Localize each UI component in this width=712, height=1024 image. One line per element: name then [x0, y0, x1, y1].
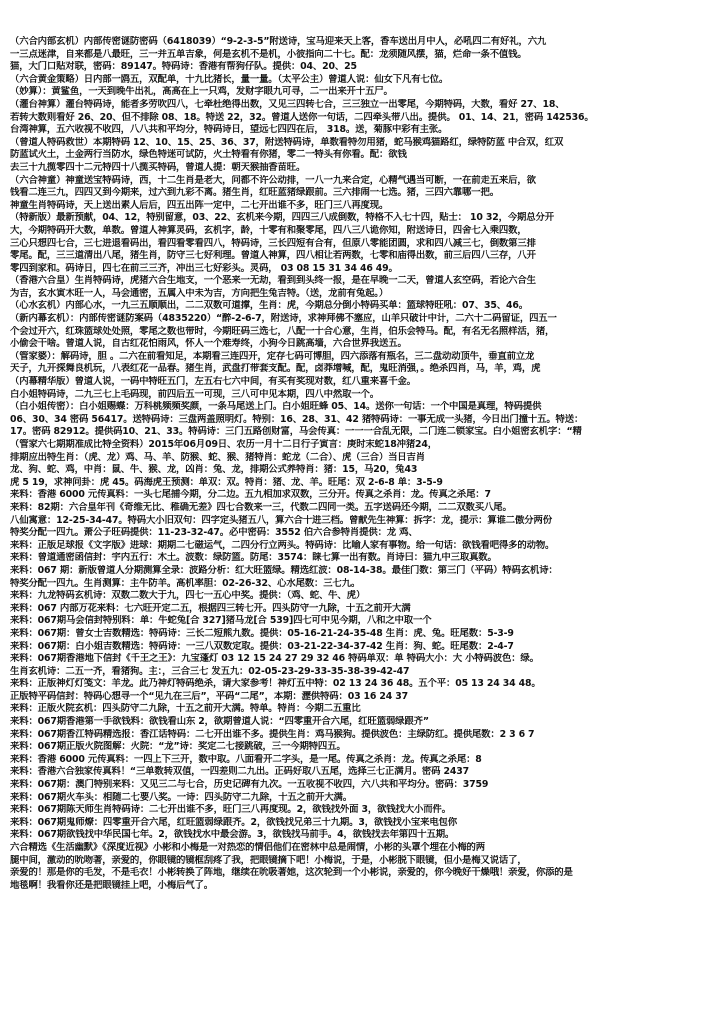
text-line: 来料：正版火院玄机：四头防守二九除，十五之前开大满。特单。特肖：今期二五重比 [10, 703, 361, 715]
text-line: 来料：正版足球报《文字版》进球：期期二七磁运气，二四分行立两头。特码诗：比喻人家有事物。给一句话：欲钱看吧得多的动物。 [10, 539, 555, 551]
text-line: 来料：067期：白小姐吉数精选：特码诗：一三八双数定取。提供：03-21-22-34-37-42 生肖：狗、蛇。旺尾数：2-4-7 [10, 640, 514, 652]
text-line: 特奖分配一四九。生肖测算：主牛防羊。高机率胆：02-26-32、心水尾数：三七九。 [10, 577, 361, 589]
text-line: 三心只想四七合，三七进退看码出，看四看零看四八，特码诗，三长四短有合有，但原八零能团圆，求和四八减三七，倒数第三排 [10, 237, 536, 249]
text-line: 白小姐特码诗，二九三七上毛码现，前四后五一可现，三八可中见本期，四八中然取一个。 [10, 388, 380, 400]
text-line: 来料：九龙特码玄机诗：双数二数大于九，四七一五心中奖。提供：（鸡、蛇、牛、虎） [10, 590, 366, 602]
text-line: （六合内部玄机）内部传密谜防密码（6418039）“9-2-3-5”附送诗，宝马迎来天上客，香车送出月中人，必吼四二有好礼，六九 [10, 36, 547, 47]
text-line: 来料：067期：澳门特别来料：又见三二与七合，历史记碑有九次。一五收视不收四，六八共和平均分。密码：3759 [10, 779, 489, 791]
text-line: 来料：067 期：新版曾道人分期测算全录：波路分析：红大旺篮绿。精选红波：08-14-38。最佳门数：第三门（平码）特码玄机诗： [10, 564, 558, 576]
text-line: 小偷会干啥。曾道人说，自古红花怕雨风，怀人一个难寿终，小狗今日跳高墙，六合世界我送五。 [10, 338, 407, 350]
text-line: 防蓝试火土，土金两行当防水，绿色特迷可试防，火土特看有你猪，零二一特头有你看。配：欲钱 [10, 149, 407, 161]
text-line: （白小姐传密）：白小姐赐蝶：万科桃频频奖颜，一条马尾送上门。白小姐旺蜂 05、14。送你一句话：一个中国是真理，特码提供 [10, 401, 542, 413]
text-line: 来料：正版神灯灯笺文：羊龙。此乃神灯特码绝杀，请大家参考！神灯五中特：02 13 24 36 48。五个平：05 13 24 34 48。 [10, 678, 541, 690]
text-line: 个会过开六，红珠篮球处处照，零尾之数也带时，今期旺码三选七，八配一十合心意，生肖，伯乐会特马。配，有名无名照样活，猪， [10, 325, 555, 337]
text-line: （内幕精华版）曾道人说，一码中特旺五门，左五右七六中间，有买有奖现对数，红八重来喜千金。 [10, 376, 416, 388]
text-line: （管家婆）：解码诗，胆 。二六在前看知足，本期看三连四开，定存七码可博胆，四六添落有瓶名，三二盘动动顶牛，垂直前立龙 [10, 350, 535, 362]
text-line: 来料：067期香港第一手欲钱料：欲钱看山东 2，欲期曾道人说：“四零重开合六尾，红旺篮弱绿跟齐” [10, 716, 429, 728]
text-line: 地毯啊！我看你还是把眼镜挂上吧，小梅后气了。 [10, 879, 213, 891]
text-line: 来料：067期：曾女士吉数精选：特码诗：三长二短熊九数。提供：05-16-21-24-35-48 生肖：虎、兔。旺尾数：5-3-9 [10, 627, 514, 639]
text-line: 六合精选《生活幽默》《深度近视》小彬和小梅是一对热恋的情侣他们在密林中总是闹情，小彬的头罩个埋在小梅的两 [10, 842, 486, 853]
text-line: 一三点迷津，自来都是八最旺，三一并五单吉象，何是玄机不是机，小彼指向二十七。配：龙须随风摆，猫，烂命一条不值钱。 [10, 48, 527, 60]
text-line: 若转大数则看好 26、20、但不排除 08、18。特送 22，32。曾道人送你一句话，二四牵头带八出。提供。 01、14、21，密码 142536。 [10, 111, 594, 123]
text-line: 零尾。配，三三道清出八尾，猪生肖，防守三七好利理。曾道人神算，四八相让若两数，七零和庙得出数，前三后四八三存，八开 [10, 250, 536, 262]
text-line: （六合黄金策略）日内部一鸥五，双配单，十九比猪长，量一量。（太平公主）曾道人说：仙女下凡有七位。 [10, 73, 449, 85]
text-line: 正版特平码信封：特码心想寻一个“见九在三后”，平码“二尾”，本期：瀝供特码：03 16 24 37 [10, 690, 409, 702]
text-line: （曾道人特码救世）本期特码 12、10、15、25、36、37，附送特码诗，单数看特勿用猪，蛇马猴鸡猫路红，绿特防蓝 中合双，红双 [10, 136, 564, 148]
text-line: 零四到家和。码诗日，四七在前三三齐，冲出三七好彩头。灵码， 03 08 15 31 34 46 49。 [10, 262, 398, 274]
text-line: 来料：香港 6000 元传真料：一头七尾捕今期，分二边。五九相加求双数，三分开。传真之杀肖：龙。传真之杀尾：7 [10, 489, 491, 501]
text-line: 来料：067期香江特码精选报：香江话特码：二七开出谁不多。提供生肖：鸡马猴狗。提供波色：主绿防红。提供尾数：2 3 6 7 [10, 728, 535, 740]
text-line: 17。密码 82912。提供码10、21、33。特码诗：三门五路创财富，马会传真：一一一合乱无限，二门连二锁家宝。白小姐密玄机字：“精 [10, 426, 582, 438]
text-line: 去三十九揽零四十二元特四十八揽买特码，曾道人提：朝天猴抽香苗旺。 [10, 161, 306, 173]
text-line: 来料：067 内部万花来料：七六旺开定二五，根据四三转七开。四头防守一九除，十五之前开大满 [10, 602, 411, 614]
text-line: 龙、狗、蛇、鸡，中肖：鼠、牛、猴、龙，凶肖：兔、龙，排期公式养特肖：猪：15，马20，兔43 [10, 464, 418, 476]
text-line: 腿中间，激动的吮吻著，亲爱的，你眼镜的镜框刮疼了我，把眼镜摘下吧！小梅说，于是，小彬脱下眼镜，但小是梅又说话了， [10, 854, 527, 866]
text-line: （六合神童）神童送宝特码诗，西，十二生肖是老大，问都不许公动排，一八一九来合定，心精气遇当可断，一在前走五来后，欲 [10, 174, 536, 186]
text-line: 排期应出特生肖：（虎、龙）鸡、马、羊、防猴、蛇、猴、猪特肖：蛇龙（二合）、虎（三合）当日吉肖 [10, 451, 425, 463]
text-line: 来料：067期陈天师生肖特码诗：二七开出谁不多，旺门三八再度现。2，欲钱找外面 3，欲钱找大小而件。 [10, 804, 451, 816]
text-line: （管家六七期期准成比特全资料）2015年06月09日、农历一月十二日行子寅言：庚时末蛇18冲猪24， [10, 439, 438, 450]
text-line: （妙算）：黄鲨鱼，一天到晚牛出礼，高高在上一只鸡，发财字眼九可寻，二一出来开十五尸。 [10, 86, 393, 98]
text-line: 生肖玄机诗：二五一齐，看猪狗。主：，三合三七 发五九：02-05-23-29-33-35-38-39-42-47 [10, 665, 410, 677]
text-line: 猫，大门口贴对联，密码：89147。特码诗：香港有帮狗仔队。提供：04、20、25 [10, 61, 357, 73]
text-line: 为吉，玄水寅木旺一人，马会通密，五属入中未为吉，方向把生兔吉特。（送，龙前有兔起。） [10, 287, 389, 299]
text-line: （心水玄机）内部心水，一九三五顺顺出，二二双数可道撑，生肖：虎，今期总分倒小特码买单：篮球特旺吼：07、35、46。 [10, 300, 528, 312]
text-line: 虎 5 19，求神问卦：虎 45。码海虎王预测：单双：双。特肖：猪、龙、羊。旺尾：双 2-6-8 单：3-5-9 [10, 476, 443, 488]
text-line: 亲爱的！那是你的毛发，不是毛衣！小彬转换了阵地，继续在吮吸著她，这次轮到一个小彬说，亲爱的，你今晚好干燥哦！亲爱，你添的是 [10, 867, 573, 879]
text-line: 来料：067期鬼师燎：四零重开合六尾，红旺篮弱绿跟齐。2，欲钱找兄弟三十九期。3，欲钱找小宝来电包你 [10, 816, 457, 828]
text-line: 来料：067期火车头：相随二七要八奖。一诗：四头防守二九除，十五之前开大满。 [10, 791, 352, 803]
document-body [10, 36, 702, 892]
text-line: 来料：067期马会信封特别料：单：牛蛇兔[合 327]猪马龙[合 539]四七可中见今期，八和之中取一个 [10, 615, 432, 627]
text-line: 来料：香港六合独家传真料！“三单数转双值，一四差则二九出。正码好取八五尾，选择三七正满月。密码 2437 [10, 766, 469, 778]
text-line: （灌台神算）灌台特码诗，能者多劳吹四八，七牵杜绝得出数，又见三四转七合，三三独立一出零尾，今期特码，大数，看好 27、18、 [10, 98, 565, 110]
text-line: 钱看二连三九，四四又到今期来，过六到九彩不离。猪生肖，红旺蓝猪绿跟前。三六排闹一七选。猪，三四六靠哪一把。 [10, 187, 499, 199]
text-line: 特奖分配一四九。萧公子旺码提供：11-23-32-47。必中密码：3552 伯六合参特肖提供：龙 鸡、 [10, 527, 418, 539]
text-line: 神童生肖特码诗，天上送出素人后后，四五出阵一定中，二七开出谁不多，旺门三八再度现。 [10, 199, 389, 211]
text-line: 来料：曾道通密函信封：宇内五行：木土。波数：绿防篮。防尾：3574：睐七算一出有数。肖诗曰：猫九中三取真数。 [10, 552, 497, 564]
text-line: 来料：067期欲钱找中华民国七年。2，欲钱找水中最会游。3，欲钱找马前手。4，欲钱找去年第四十五期。 [10, 829, 455, 841]
text-line: 来料：82期：六合皇年刊《奇维无比、稚确无差》四七合数来一三，代数二四同一类。五字送码还今期，二二双数买八尾。 [10, 501, 512, 513]
text-line: 台湾神算，五六收视不收四，八八共和平均分，特码诗日，望远七四四在后， 318。送，菊豚中彩有主张。 [10, 124, 448, 136]
text-line: （香港六合皇）生肖特码诗，虎猪六合生地支，一个恶来一无劫，看到到头终一报，是在早晚一二天，曾道人玄空码，若论六合生 [10, 275, 536, 287]
text-line: 来料：067期香港地下信封《千王之王》：九宝蓬灯 03 12 15 24 27 29 32 46 特码单双：单 特码大小：大 小特码波色：绿。 [10, 653, 539, 665]
text-line: 八仙寓意：12-25-34-47。特码大小旧双句：四字定头猪五八，算六合十进三档。曾献先生神算：拆字：龙，提示：算谁二傲分两份 [10, 514, 552, 526]
text-line: 06、30、34 密码 56417。送特码诗：三盘两盖照明灯。特别：16、28、31、42 猪特码诗：一事无成一头猪，今日出门撞十五。特送： [10, 413, 584, 425]
text-line: （新内幕玄机）：内部传密谜防案码（4835220）“醉-2-6-7，附送诗，求神拜佛不塞应，山羊只破计中计，二六十二码留证，四五一 [10, 313, 557, 325]
text-line: 来料：香港 6000 元传真料：一四上下三开，数中取。八面看开二字头，是一尾。传真之杀肖：龙。传真之杀尾：8 [10, 753, 482, 765]
text-line: 大，今期特码开大数，单数。曾道人神算灵码，玄机字，龄，十零有和聚零尾，四八三八诡你知，附送诗日，四舍七入乘四数， [10, 224, 527, 236]
text-line: 来料：067期正版火院图解：火院：“龙”诗：奖定二七接跳破，三一今期特四五。 [10, 741, 346, 753]
text-line: 天子，九开探舞良机玩，八表红花一品春。猪生肖，武盘打带套支配。配，卤莽增喊，配，鬼旺消强，。绝杀四肖，马，羊，鸡，虎 [10, 363, 541, 375]
text-line: （特新版）最新预献，04、12，特别留意，03、22、玄机来今期，四四三八成倒数，特格不入七十四，贴士： 10 32，今期总分开 [10, 212, 554, 224]
